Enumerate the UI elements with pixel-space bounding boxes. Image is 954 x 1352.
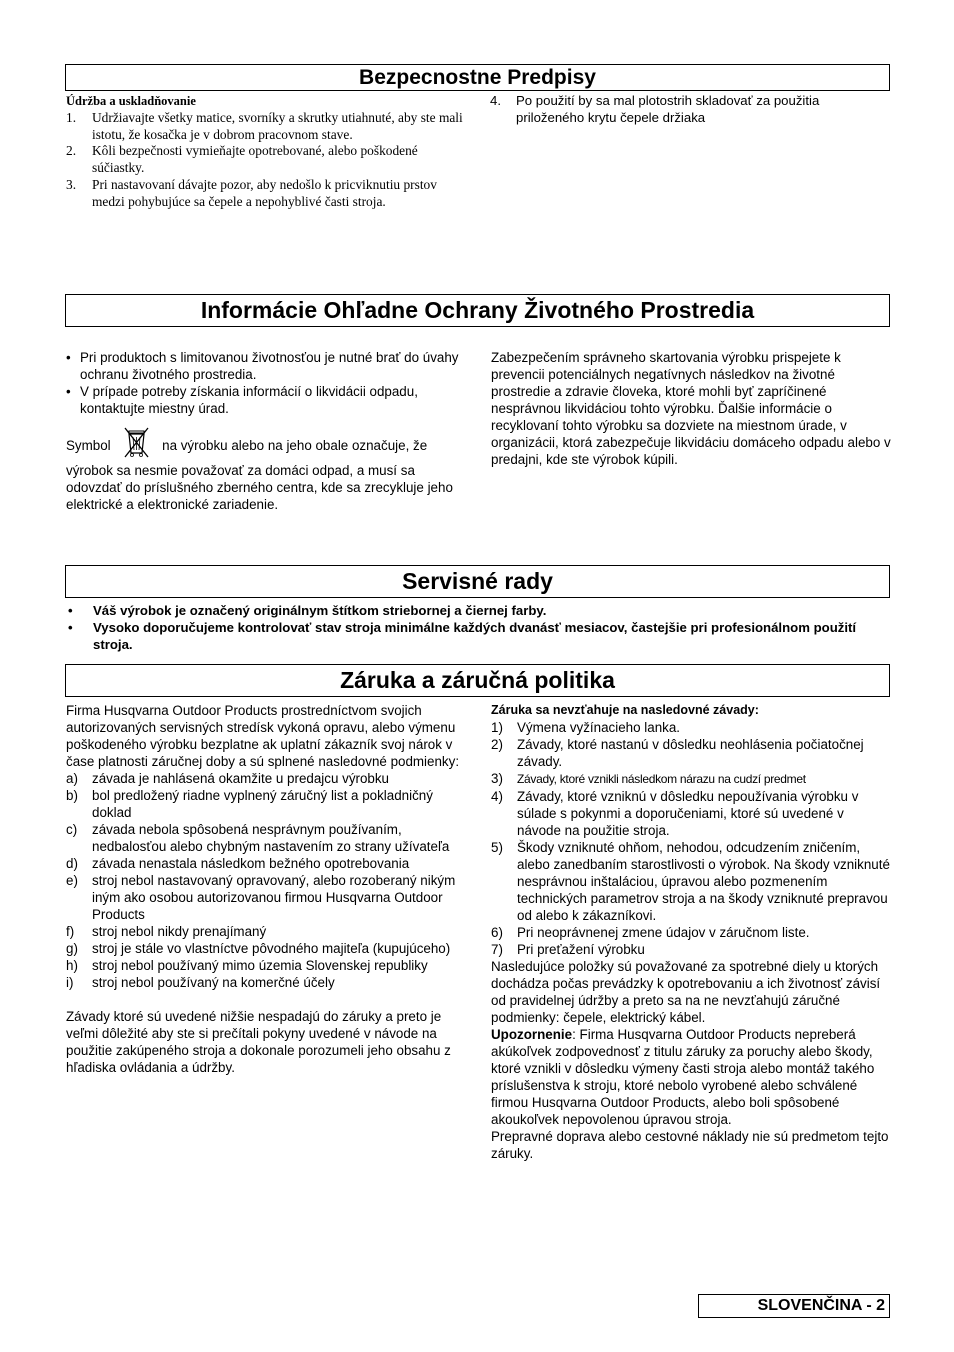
warning-paragraph: Upozornenie: Firma Husqvarna Outdoor Products nepreberá akúkoľvek zodpovednosť z titulu záruky za poruchy alebo škody, ktoré vznikli v dôsledku výmeny časti stroja alebo montáž takého príslušenstva k stroju, ktoré nebolo vyrobené alebo schválené firmou Husqvarna Outdoor Products, alebo boli spôsobené akoukoľvek nepovolenou úpravou stroja. — [491, 1027, 875, 1127]
list-item: h) stroj nebol používaný mimo územia Slovenskej republiky — [66, 958, 428, 973]
list-item: • Pri produktoch s limitovanou životnosťou je nutné brať do úvahy ochranu životného prostredia. — [66, 350, 459, 382]
consumables-paragraph: Nasledujúce položky sú považované za spotrebné diely u ktorých dochádza počas prevádzky k opotrebovaniu a ich životnosť závisí od pravidelnej údržby a preto sa na ne nevzťahujú záručné podmienky: čepele, elektrický kábel. — [491, 959, 881, 1025]
crossed-bin-icon — [118, 426, 154, 462]
list-item: • V prípade potreby získania informácií o likvidácii odpadu, kontaktujte miestny úrad. — [66, 384, 418, 416]
list-item: b) bol predložený riadne vyplnený záručný list a pokladničný doklad — [66, 788, 433, 820]
list-item: 1) Výmena vyžínacieho lanka. — [491, 720, 681, 735]
list-item: 2. Kôli bezpečnosti vymieňajte opotrebované, alebo poškodené súčiastky. — [66, 143, 418, 176]
list-item: 4. Po použití by sa mal plotostrih skladovať za použitia priloženého krytu čepele držiaka — [490, 93, 820, 125]
warranty-intro: Firma Husqvarna Outdoor Products prostredníctvom svojich autorizovaných servisných stredísk vykoná opravu, alebo výmenu poškodeného výrobku bezplatne ak uplatní zákazník svoj nárok v čase platnosti záručnej doby a sú splnené nasledovné podmienky: — [66, 703, 460, 769]
list-item: 2) Závady, ktoré nastanú v dôsledku neohlásenia počiatočnej závady. — [491, 737, 864, 769]
list-item: 3. Pri nastavovaní dávajte pozor, aby nedošlo k pricviknutiu prstov medzi pohybujúce sa čepele a nepohyblivé časti stroja. — [66, 176, 437, 209]
page-footer-label: SLOVENČINA - 2 — [698, 1294, 890, 1318]
list-item: a) závada je nahlásená okamžite u predajcu výrobku — [66, 771, 390, 786]
warranty-outro: Závady ktoré sú uvedené nižšie nespadajú do záruky a preto je veľmi dôležité aby ste si prečítali pokyny uvedené v návode na použitie zakúpeného stroja a dokonale porozumeli jeho obsahu z hľadiska ovládania a údržby. — [66, 1009, 451, 1075]
section-title-safety: Bezpecnostne Predpisy — [65, 64, 890, 91]
list-item: d) závada nenastala následkom bežného opotrebovania — [66, 856, 410, 871]
list-item: 6) Pri neoprávnenej zmene údajov v záručnom liste. — [491, 925, 810, 940]
list-item: 7) Pri preťažení výrobku — [491, 942, 645, 957]
list-item: g) stroj je stále vo vlastníctve pôvodného majiteľa (kupujúceho) — [66, 941, 451, 956]
list-item: 3) Závady, ktoré vznikli následkom nárazu na cudzí predmet — [491, 771, 806, 786]
transport-paragraph: Prepravné doprava alebo cestovné náklady nie sú predmetom tejto záruky. — [491, 1129, 889, 1161]
warranty-left-column — [66, 702, 468, 1076]
list-item: f) stroj nebol nikdy prenajímaný — [66, 924, 267, 939]
warranty-right-column — [491, 702, 891, 1162]
list-item: • Váš výrobok je označený originálnym štítkom striebornej a čiernej farby. — [68, 603, 547, 618]
service-tips-list — [66, 602, 892, 653]
list-item: i) stroj nebol používaný na komerčné účely — [66, 975, 335, 990]
section-title-service: Servisné rady — [65, 565, 890, 598]
list-item: c) závada nebola spôsobená nesprávnym používaním, nedbalosťou alebo chybným nastavením zo strany užívateľa — [66, 822, 450, 854]
environment-left-column — [66, 349, 466, 513]
maintenance-subheading: Údržba a uskladňovanie — [66, 94, 196, 108]
safety-right-column — [490, 93, 890, 126]
section-title-environment: Informácie Ohľadne Ochrany Životného Prostredia — [65, 294, 890, 327]
list-item: • Vysoko doporučujeme kontrolovať stav stroja minimálne každých dvanásť mesiacov, častejšie pri profesionálnom použití stroja. — [68, 620, 857, 652]
recycling-paragraph: Zabezpečením správneho skartovania výrobku prispejete k prevencii potenciálnych negatívnych následkov na životné prostredie a zdravie človeka, ktoré mohli byť zapríčinené nesprávnou likvidáciou tohto výrobku. Ďalšie informácie o recyklovaní tohto výrobku sa dozviete na miestnom úrade, v organizácii, ktorá zabezpečuje likvidáciu domáceho odpadu alebo v predajni, kde ste výrobok kúpili. — [491, 350, 891, 467]
list-item: 5) Škody vzniknuté ohňom, nehodou, odcudzením zničením, alebo zanedbaním starostlivosti o výrobok. Na škody vzniknuté nesprávnou inštaláciou, úpravou alebo pozmenením technických parametrov stroja a na škody vzniknuté prepravou od alebo k zákazníkovi. — [491, 840, 890, 923]
section-title-warranty: Záruka a záručná politika — [65, 664, 890, 697]
list-item: 4) Závady, ktoré vzniknú v dôsledku nepoužívania výrobku v súlade s pokynmi a doporučeniami, ktoré sú uvedené v návode na použitie stroja. — [491, 789, 859, 838]
list-item: e) stroj nebol nastavovaný opravovaný, alebo rozoberaný nikým iným ako osobou autorizovanou firmou Husqvarna Outdoor Products — [66, 873, 456, 922]
list-item: 1. Udržiavajte všetky matice, svorníky a skrutky utiahnuté, aby ste mali istotu, že kosačka je v dobrom pracovnom stave. — [66, 109, 463, 142]
exclusions-heading: Záruka sa nevzťahuje na nasledovné závady: — [491, 703, 759, 717]
safety-left-column — [66, 93, 466, 211]
environment-right-column — [491, 349, 891, 468]
symbol-paragraph: Symbol na výrobku alebo na jeho obale označuje, že výrobok sa nesmie považovať za domáci odpad, a musí sa odovzdať do príslušného zberného centra, kde sa zrecykluje jeho elektrické a elektronické zariadenie. — [66, 426, 466, 513]
